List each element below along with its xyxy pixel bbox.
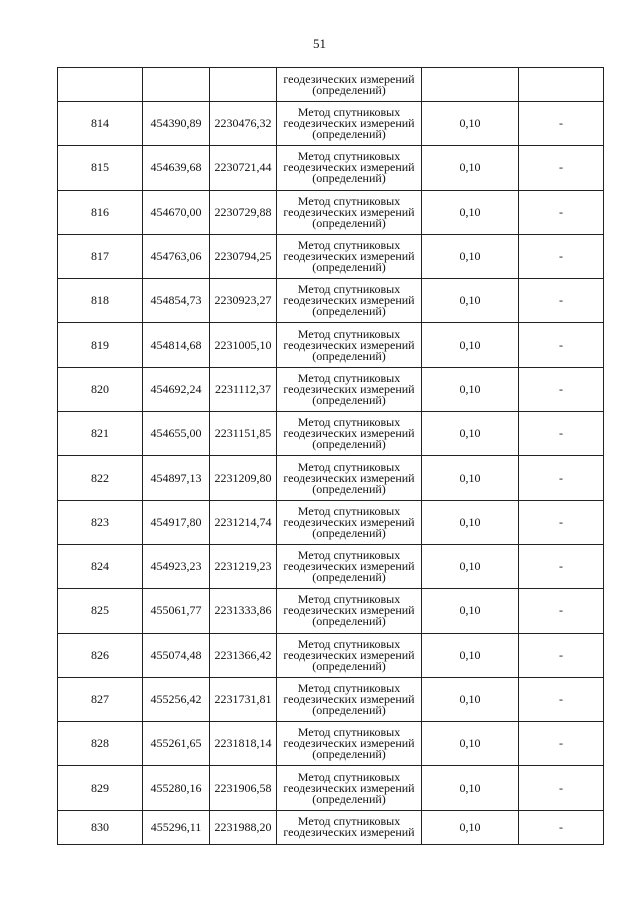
cell-y: 2230794,25	[210, 234, 277, 278]
cell-accuracy: 0,10	[422, 367, 519, 411]
cell-y: 2231214,74	[210, 500, 277, 544]
cell-y	[210, 68, 277, 102]
cell-accuracy: 0,10	[422, 589, 519, 633]
cell-method	[277, 456, 422, 500]
cell-x: 455061,77	[143, 589, 210, 633]
cell-x: 454390,89	[143, 102, 210, 146]
cell-accuracy: 0,10	[422, 544, 519, 588]
method-line: геодезических измерений	[283, 603, 415, 618]
cell-reference: -	[519, 279, 604, 323]
cell-method	[277, 500, 422, 544]
cell-accuracy: 0,10	[422, 190, 519, 234]
method-line: Метод спутниковых	[297, 814, 401, 829]
cell-point-number: 825	[58, 589, 143, 633]
cell-point-number: 820	[58, 367, 143, 411]
cell-x: 455256,42	[143, 677, 210, 721]
method-line: Метод спутниковых	[297, 326, 401, 341]
table-row	[58, 279, 604, 323]
cell-method	[277, 677, 422, 721]
cell-reference: -	[519, 234, 604, 278]
cell-method	[277, 323, 422, 367]
cell-x: 454814,68	[143, 323, 210, 367]
cell-reference	[519, 68, 604, 102]
cell-accuracy: 0,10	[422, 146, 519, 190]
cell-x: 455074,48	[143, 633, 210, 677]
cell-reference: -	[519, 766, 604, 810]
cell-x: 454917,80	[143, 500, 210, 544]
table-row	[58, 722, 604, 766]
cell-reference: -	[519, 589, 604, 633]
table-row	[58, 810, 604, 844]
table-row	[58, 633, 604, 677]
cell-reference: -	[519, 367, 604, 411]
method-line: Метод спутниковых	[297, 503, 401, 518]
method-line: Метод спутниковых	[297, 636, 401, 651]
method-line: геодезических измерений	[283, 514, 415, 529]
cell-method	[277, 544, 422, 588]
table-row	[58, 544, 604, 588]
cell-accuracy: 0,10	[422, 234, 519, 278]
method-line: (определений)	[312, 171, 386, 186]
cell-reference: -	[519, 633, 604, 677]
cell-point-number: 826	[58, 633, 143, 677]
cell-point-number: 816	[58, 190, 143, 234]
cell-y: 2231112,37	[210, 367, 277, 411]
method-line: геодезических измерений	[283, 559, 415, 574]
cell-reference: -	[519, 146, 604, 190]
method-line: Метод спутниковых	[297, 548, 401, 563]
cell-x: 454923,23	[143, 544, 210, 588]
cell-point-number: 817	[58, 234, 143, 278]
table-row	[58, 456, 604, 500]
cell-y: 2230721,44	[210, 146, 277, 190]
cell-x: 454854,73	[143, 279, 210, 323]
table-row	[58, 146, 604, 190]
table-row	[58, 412, 604, 456]
method-line: Метод спутниковых	[297, 105, 401, 120]
method-line: геодезических измерений	[283, 160, 415, 175]
cell-accuracy: 0,10	[422, 766, 519, 810]
cell-x: 454763,06	[143, 234, 210, 278]
method-line: (определений)	[312, 614, 386, 629]
cell-y: 2231333,86	[210, 589, 277, 633]
cell-method	[277, 367, 422, 411]
method-line: Метод спутниковых	[297, 592, 401, 607]
cell-point-number: 818	[58, 279, 143, 323]
method-line: геодезических измерений	[283, 825, 415, 840]
cell-point-number: 822	[58, 456, 143, 500]
cell-point-number: 823	[58, 500, 143, 544]
cell-point-number: 814	[58, 102, 143, 146]
cell-x: 455280,16	[143, 766, 210, 810]
method-line: (определений)	[312, 260, 386, 275]
table-row	[58, 323, 604, 367]
method-line: геодезических измерений	[283, 736, 415, 751]
table-row	[58, 677, 604, 721]
method-line: геодезических измерений	[283, 337, 415, 352]
method-line: (определений)	[312, 525, 386, 540]
cell-y: 2230729,88	[210, 190, 277, 234]
method-line: (определений)	[312, 392, 386, 407]
cell-x: 455296,11	[143, 810, 210, 844]
method-line: геодезических измерений	[283, 381, 415, 396]
cell-reference: -	[519, 456, 604, 500]
method-line: (определений)	[312, 481, 386, 496]
table-row	[58, 190, 604, 234]
method-line: геодезических измерений	[283, 780, 415, 795]
method-line: (определений)	[312, 348, 386, 363]
cell-point-number: 821	[58, 412, 143, 456]
cell-point-number: 824	[58, 544, 143, 588]
method-line: Метод спутниковых	[297, 149, 401, 164]
cell-method	[277, 234, 422, 278]
cell-reference: -	[519, 412, 604, 456]
cell-x: 454639,68	[143, 146, 210, 190]
cell-method	[277, 589, 422, 633]
cell-y: 2231818,14	[210, 722, 277, 766]
cell-x: 454670,00	[143, 190, 210, 234]
cell-reference: -	[519, 500, 604, 544]
cell-reference: -	[519, 102, 604, 146]
table-row	[58, 367, 604, 411]
cell-accuracy: 0,10	[422, 810, 519, 844]
cell-y: 2231219,23	[210, 544, 277, 588]
cell-point-number: 828	[58, 722, 143, 766]
cell-reference: -	[519, 677, 604, 721]
cell-y: 2231005,10	[210, 323, 277, 367]
cell-point-number: 829	[58, 766, 143, 810]
cell-y: 2231366,42	[210, 633, 277, 677]
coordinates-table-body	[58, 68, 604, 845]
cell-method	[277, 722, 422, 766]
cell-y: 2231731,81	[210, 677, 277, 721]
cell-method	[277, 766, 422, 810]
method-line: Метод спутниковых	[297, 725, 401, 740]
method-line: геодезических измерений	[283, 426, 415, 441]
method-line: Метод спутниковых	[297, 459, 401, 474]
cell-accuracy: 0,10	[422, 102, 519, 146]
cell-accuracy: 0,10	[422, 323, 519, 367]
method-line: Метод спутниковых	[297, 769, 401, 784]
cell-accuracy: 0,10	[422, 279, 519, 323]
method-line: Метод спутниковых	[297, 238, 401, 253]
method-line: геодезических измерений	[283, 470, 415, 485]
cell-accuracy: 0,10	[422, 500, 519, 544]
method-line: (определений)	[312, 658, 386, 673]
cell-reference: -	[519, 810, 604, 844]
table-row	[58, 500, 604, 544]
cell-method	[277, 102, 422, 146]
table-row	[58, 234, 604, 278]
cell-y: 2231209,80	[210, 456, 277, 500]
coordinates-table	[57, 67, 604, 845]
method-line: Метод спутниковых	[297, 193, 401, 208]
method-line: (определений)	[312, 747, 386, 762]
cell-accuracy: 0,10	[422, 677, 519, 721]
cell-method	[277, 412, 422, 456]
cell-method	[277, 68, 422, 102]
method-line: геодезических измерений	[283, 71, 415, 86]
method-line: Метод спутниковых	[297, 415, 401, 430]
table-row	[58, 102, 604, 146]
cell-accuracy: 0,10	[422, 722, 519, 766]
cell-point-number: 815	[58, 146, 143, 190]
method-line: Метод спутниковых	[297, 370, 401, 385]
cell-y: 2230476,32	[210, 102, 277, 146]
cell-y: 2231151,85	[210, 412, 277, 456]
cell-x: 454692,24	[143, 367, 210, 411]
cell-x	[143, 68, 210, 102]
method-line: геодезических измерений	[283, 692, 415, 706]
cell-accuracy: 0,10	[422, 456, 519, 500]
method-line: (определений)	[312, 127, 386, 142]
method-line: (определений)	[312, 215, 386, 230]
cell-y: 2231988,20	[210, 810, 277, 844]
cell-method	[277, 279, 422, 323]
method-line: (определений)	[312, 703, 386, 717]
cell-reference: -	[519, 722, 604, 766]
method-line: геодезических измерений	[283, 647, 415, 662]
cell-method	[277, 190, 422, 234]
cell-point-number	[58, 68, 143, 102]
table-row	[58, 589, 604, 633]
cell-accuracy: 0,10	[422, 412, 519, 456]
method-line: Метод спутниковых	[297, 681, 401, 695]
cell-accuracy: 0,10	[422, 633, 519, 677]
cell-method	[277, 633, 422, 677]
cell-x: 455261,65	[143, 722, 210, 766]
method-line: (определений)	[312, 82, 386, 97]
cell-method	[277, 146, 422, 190]
table-row-continued	[58, 68, 604, 102]
method-line: Метод спутниковых	[297, 282, 401, 297]
page-number: 51	[313, 36, 326, 51]
cell-reference: -	[519, 323, 604, 367]
cell-y: 2230923,27	[210, 279, 277, 323]
method-line: (определений)	[312, 791, 386, 806]
table-row	[58, 766, 604, 810]
cell-point-number: 830	[58, 810, 143, 844]
method-line: геодезических измерений	[283, 293, 415, 308]
cell-point-number: 827	[58, 677, 143, 721]
method-line: (определений)	[312, 437, 386, 452]
cell-method	[277, 810, 422, 844]
cell-reference: -	[519, 544, 604, 588]
method-line: (определений)	[312, 570, 386, 585]
cell-x: 454897,13	[143, 456, 210, 500]
method-line: геодезических измерений	[283, 204, 415, 219]
cell-reference: -	[519, 190, 604, 234]
cell-point-number: 819	[58, 323, 143, 367]
cell-x: 454655,00	[143, 412, 210, 456]
method-line: геодезических измерений	[283, 249, 415, 264]
cell-y: 2231906,58	[210, 766, 277, 810]
method-line: (определений)	[312, 304, 386, 319]
cell-accuracy	[422, 68, 519, 102]
method-line: геодезических измерений	[283, 116, 415, 131]
